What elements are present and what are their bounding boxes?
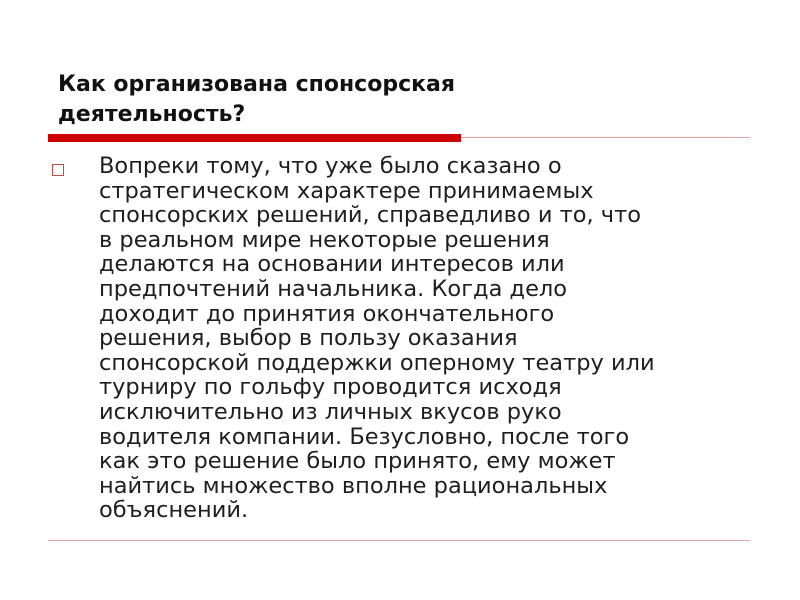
slide-title: [58, 70, 698, 130]
slide-title-line-2: деятельность?: [58, 102, 246, 127]
body-line: исключительно из личных вкусов руко: [99, 398, 562, 425]
body-line: найтись множество вполне рациональных: [99, 472, 608, 499]
body-line: доходит до принятия окончательного: [99, 300, 555, 327]
body-line: спонсорской поддержки оперному театру или: [99, 349, 655, 376]
hollow-square-bullet-icon: [52, 164, 64, 176]
body-line: водителя компании. Безусловно, после того: [99, 423, 630, 450]
body-line: стратегическом характере принимаемых: [99, 177, 594, 204]
body-line: делаются на основании интересов или: [99, 251, 565, 278]
body-line: спонсорских решений, справедливо и то, что: [99, 202, 641, 229]
slide-body-text: [99, 154, 759, 523]
body-line: Вопреки тому, что уже было сказано о: [99, 153, 562, 179]
body-line: как это решение было принято, ему может: [99, 448, 616, 475]
body-line: турниру по гольфу проводится исходя: [99, 374, 562, 401]
body-line: решения, выбор в пользу оказания: [99, 325, 518, 352]
body-line: объяснений.: [99, 497, 249, 524]
body-line: предпочтений начальника. Когда дело: [99, 275, 568, 302]
bottom-divider-thin: [48, 540, 750, 541]
slide-title-line-1: Как организована спонсорская: [58, 72, 456, 97]
body-line: в реальном мире некоторые решения: [99, 226, 550, 253]
title-divider-accent: [48, 134, 461, 142]
